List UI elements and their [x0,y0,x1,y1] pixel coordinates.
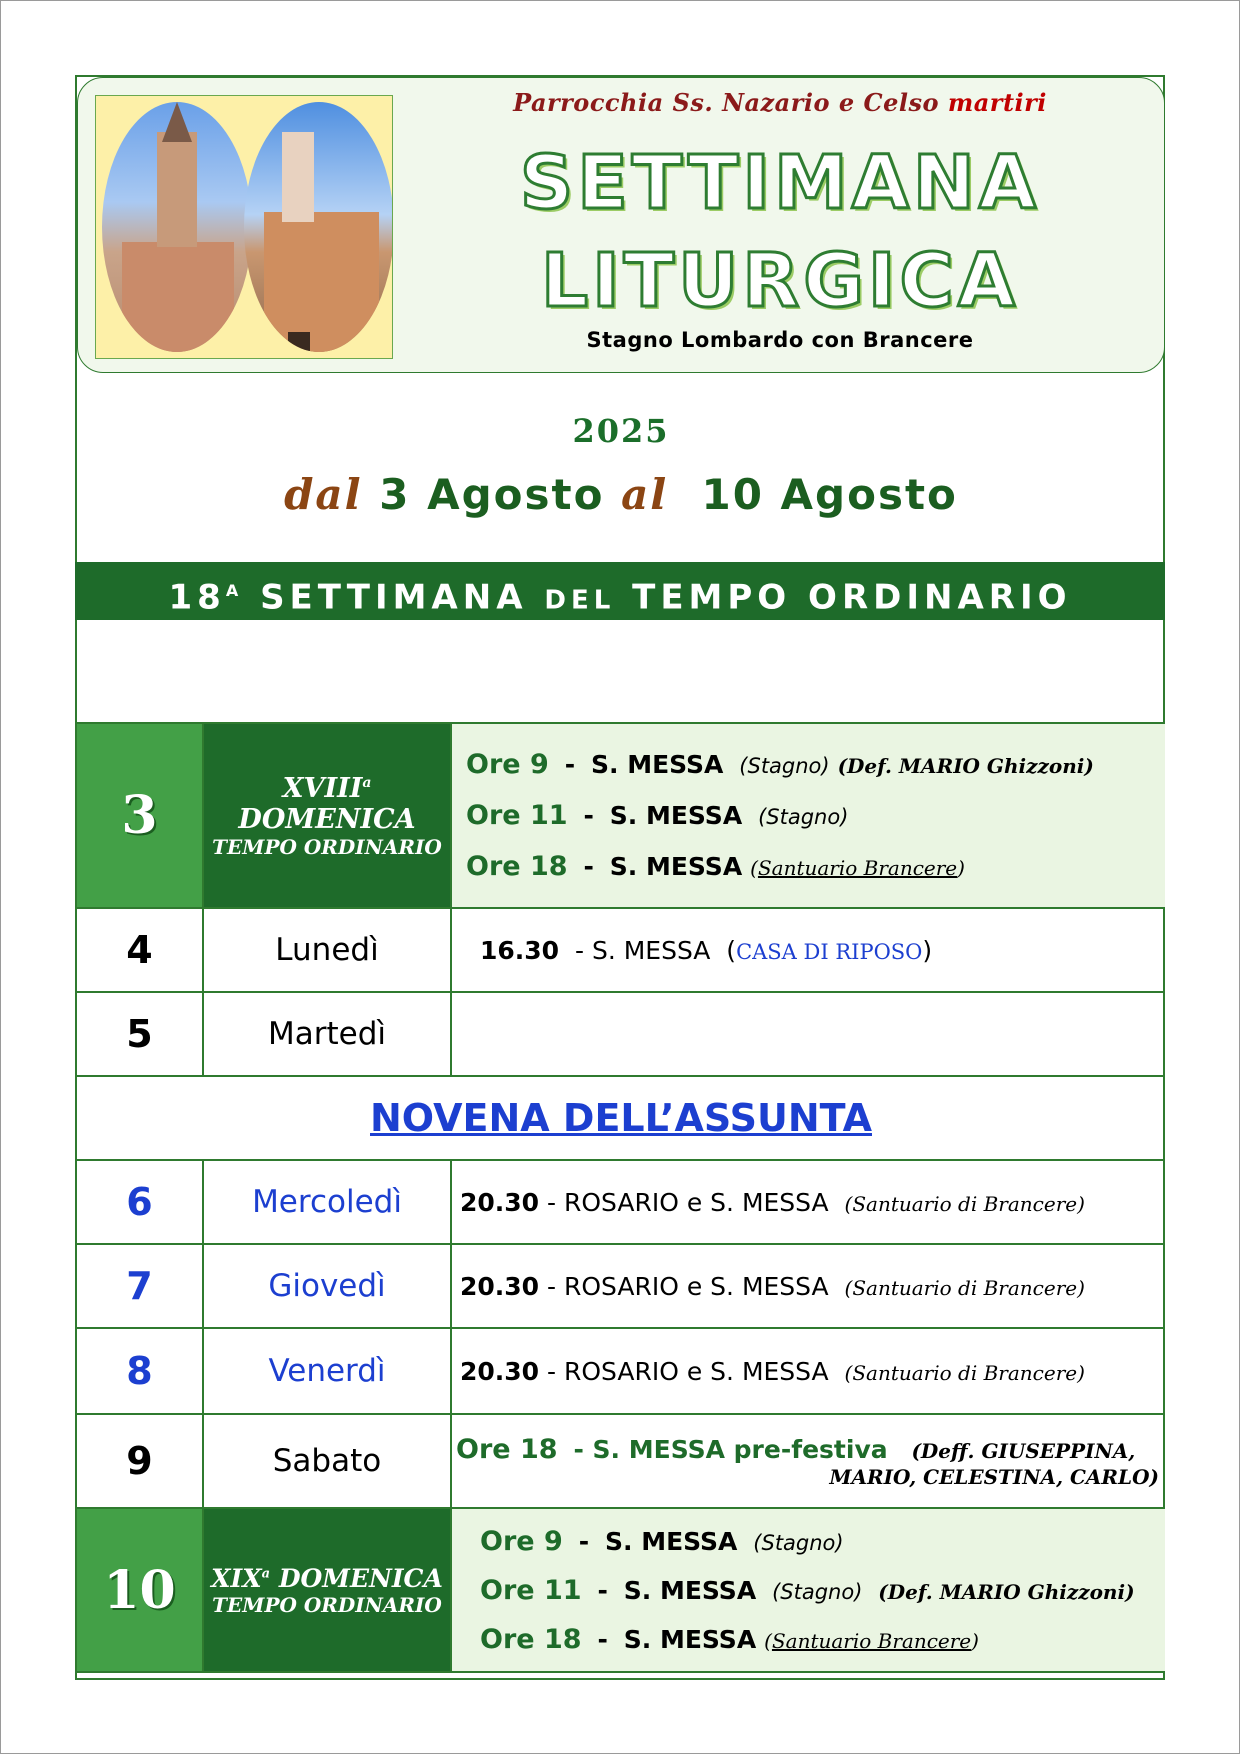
events [452,1509,1165,1671]
day-number: 9 [77,1415,204,1507]
title-liturgica: LITURGICA [540,238,1020,324]
events [452,993,1165,1075]
event-line: Ore 9 - S. MESSA (Stagno) [480,1525,844,1557]
events [452,1415,1165,1507]
novena-heading: NOVENA DELL’ASSUNTA [77,1077,1165,1161]
day-name: Lunedì [204,909,452,991]
day-number: 10 [77,1509,204,1671]
events [452,1245,1165,1327]
day-number: 7 [77,1245,204,1327]
church-photo [95,95,393,359]
day-name: XVIII$^a$ DOMENICA TEMPO ORDINARIO [204,724,452,907]
day-number: 8 [77,1329,204,1413]
church-photo-stagno [102,102,252,352]
day-name: XIX$^a$ DOMENICA TEMPO ORDINARIO [204,1509,452,1671]
day-row-10 [77,1509,1165,1673]
day-number: 5 [77,993,204,1075]
event-line: 20.30 - ROSARIO e S. MESSA (Santuario di Brancere) [460,1356,1085,1386]
day-row-6 [77,1161,1165,1245]
day-name: Giovedì [204,1245,452,1327]
day-number: 3 [77,724,204,907]
event-line: Ore 9 - S. MESSA (Stagno) (Def. MARIO Ghizzoni) [466,749,1094,780]
day-row-8 [77,1329,1165,1415]
events [452,724,1165,907]
schedule-table [77,722,1165,1673]
event-line: Ore 18 - S. MESSA pre-festiva (Deff. GIUSEPPINA, [456,1433,1136,1465]
day-number: 6 [77,1161,204,1243]
event-line: 16.30 - S. MESSA (CASA DI RIPOSO) [480,935,933,965]
year: 2025 [572,412,670,450]
event-line: Ore 11 - S. MESSA (Stagno) (Def. MARIO Ghizzoni) [480,1574,1135,1606]
date-range: dal 3 Agosto al 10 Agosto [284,470,958,519]
day-row-7 [77,1245,1165,1329]
event-line: Ore 18 - S. MESSA (Santuario Brancere) [480,1623,979,1655]
church-photo-brancere [244,102,393,352]
parish-name: Parrocchia Ss. Nazario e Celso martiri [513,88,1047,117]
day-name: Martedì [204,993,452,1075]
day-row-9 [77,1415,1165,1509]
event-note: MARIO, CELESTINA, CARLO) [829,1464,1159,1489]
day-row-5 [77,993,1165,1077]
events [452,1161,1165,1243]
day-name: Mercoledì [204,1161,452,1243]
day-row-3 [77,724,1165,909]
day-number: 4 [77,909,204,991]
day-name: Sabato [204,1415,452,1507]
event-line: Ore 18 - S. MESSA (Santuario Brancere) [466,851,965,882]
day-name: Venerdì [204,1329,452,1413]
event-line: 20.30 - ROSARIO e S. MESSA (Santuario di Brancere) [460,1187,1085,1217]
week-banner: $18^A$ SETTIMANA DEL TEMPO ORDINARIO [75,562,1165,620]
events [452,909,1165,991]
day-row-4 [77,909,1165,993]
event-line: 20.30 - ROSARIO e S. MESSA (Santuario di Brancere) [460,1271,1085,1301]
events [452,1329,1165,1413]
title-settimana: SETTIMANA [519,140,1041,226]
event-line: Ore 11 - S. MESSA (Stagno) [466,800,849,831]
town-name: Stagno Lombardo con Brancere [586,328,974,352]
